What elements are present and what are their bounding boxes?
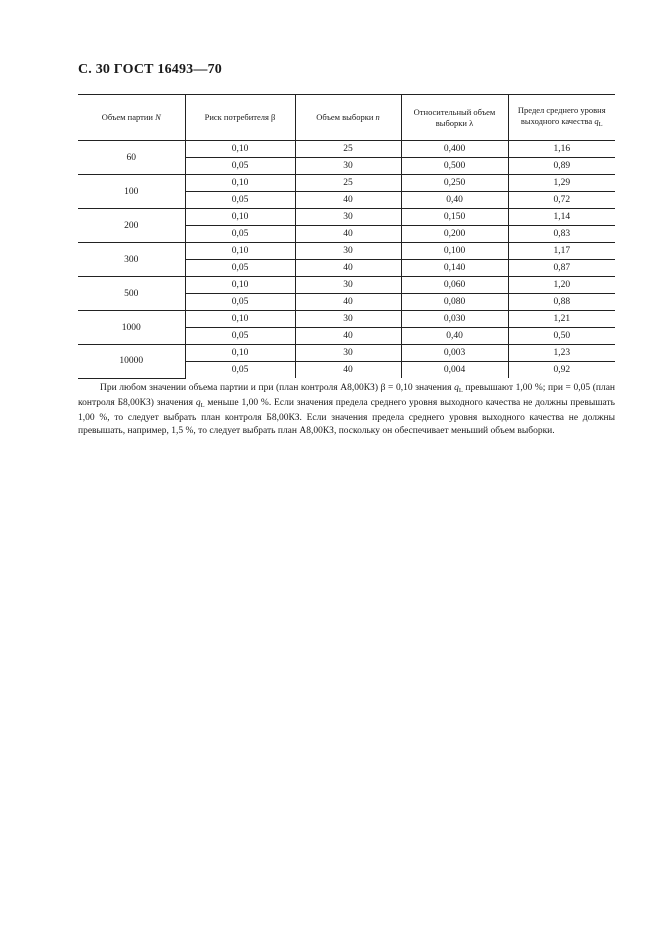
cell-consumer-risk: 0,05 [185,328,295,345]
header-consumer-risk: Риск потребителя β [185,95,295,141]
cell-aoql: 0,88 [508,294,615,311]
cell-consumer-risk: 0,05 [185,294,295,311]
cell-consumer-risk: 0,10 [185,175,295,192]
header-sample-size: Объем выборки n [295,95,401,141]
cell-aoql: 1,29 [508,175,615,192]
cell-relative-sample-size: 0,030 [401,311,508,328]
cell-aoql: 1,16 [508,141,615,158]
cell-relative-sample-size: 0,200 [401,226,508,243]
cell-sample-size: 30 [295,209,401,226]
cell-relative-sample-size: 0,060 [401,277,508,294]
cell-consumer-risk: 0,10 [185,243,295,260]
header-relative-sample-size: Относительный объем выборки λ [401,95,508,141]
table-body [78,141,615,379]
cell-aoql: 0,89 [508,158,615,175]
cell-aoql: 1,17 [508,243,615,260]
header-aoql: Предел среднего уровня выходного качества $q_L$ [508,95,615,141]
cell-sample-size: 30 [295,158,401,175]
cell-aoql: 0,50 [508,328,615,345]
cell-relative-sample-size: 0,400 [401,141,508,158]
cell-lot-size: 1000 [78,311,185,345]
table-row [78,243,615,260]
cell-relative-sample-size: 0,080 [401,294,508,311]
cell-sample-size: 30 [295,345,401,362]
table-row [78,175,615,192]
cell-sample-size: 40 [295,294,401,311]
cell-sample-size: 40 [295,260,401,277]
cell-sample-size: 40 [295,226,401,243]
cell-relative-sample-size: 0,004 [401,362,508,379]
header-lot-size: Объем партии N [78,95,185,141]
cell-sample-size: 40 [295,192,401,209]
cell-relative-sample-size: 0,500 [401,158,508,175]
cell-sample-size: 40 [295,328,401,345]
cell-consumer-risk: 0,05 [185,260,295,277]
cell-consumer-risk: 0,10 [185,141,295,158]
page-header: С. 30 ГОСТ 16493—70 [78,62,222,77]
cell-lot-size: 100 [78,175,185,209]
cell-aoql: 0,92 [508,362,615,379]
cell-sample-size: 25 [295,175,401,192]
table-row [78,345,615,362]
cell-aoql: 1,21 [508,311,615,328]
cell-relative-sample-size: 0,003 [401,345,508,362]
cell-sample-size: 40 [295,362,401,379]
cell-consumer-risk: 0,05 [185,226,295,243]
cell-lot-size: 10000 [78,345,185,379]
cell-aoql: 1,20 [508,277,615,294]
cell-lot-size: 200 [78,209,185,243]
cell-relative-sample-size: 0,40 [401,192,508,209]
cell-lot-size: 500 [78,277,185,311]
cell-sample-size: 30 [295,277,401,294]
cell-aoql: 0,83 [508,226,615,243]
cell-relative-sample-size: 0,140 [401,260,508,277]
cell-consumer-risk: 0,10 [185,311,295,328]
cell-aoql: 0,87 [508,260,615,277]
table-row [78,277,615,294]
cell-lot-size: 60 [78,141,185,175]
sampling-plan-table [78,94,615,379]
cell-relative-sample-size: 0,150 [401,209,508,226]
cell-consumer-risk: 0,10 [185,277,295,294]
cell-consumer-risk: 0,05 [185,158,295,175]
cell-aoql: 0,72 [508,192,615,209]
table-row [78,311,615,328]
cell-lot-size: 300 [78,243,185,277]
cell-sample-size: 30 [295,311,401,328]
table-row [78,141,615,158]
explanatory-paragraph: При любом значении объема партии и при (план контроля А8,00КЗ) β = 0,10 значения $q_L$ превышают 1,00 %; при = 0,05 (план контроля Б8,00КЗ) значения $q_L$ меньше 1,00 %. Если значения предела среднего уровня выходного качества не должны превышать 1,00 %, то следует выбрать план контроля Б8,00КЗ. Если значения предела среднего уровня выходного качества не должны превышать, например, 1,5 %, то следует выбрать план А8,00КЗ, поскольку он обеспечивает меньший объем выборки. [78,383,615,436]
cell-relative-sample-size: 0,100 [401,243,508,260]
cell-aoql: 1,14 [508,209,615,226]
cell-sample-size: 30 [295,243,401,260]
cell-relative-sample-size: 0,250 [401,175,508,192]
cell-sample-size: 25 [295,141,401,158]
cell-consumer-risk: 0,10 [185,345,295,362]
cell-consumer-risk: 0,05 [185,192,295,209]
cell-relative-sample-size: 0,40 [401,328,508,345]
cell-consumer-risk: 0,05 [185,362,295,379]
cell-aoql: 1,23 [508,345,615,362]
table-row [78,209,615,226]
cell-consumer-risk: 0,10 [185,209,295,226]
table-header-row [78,95,615,141]
